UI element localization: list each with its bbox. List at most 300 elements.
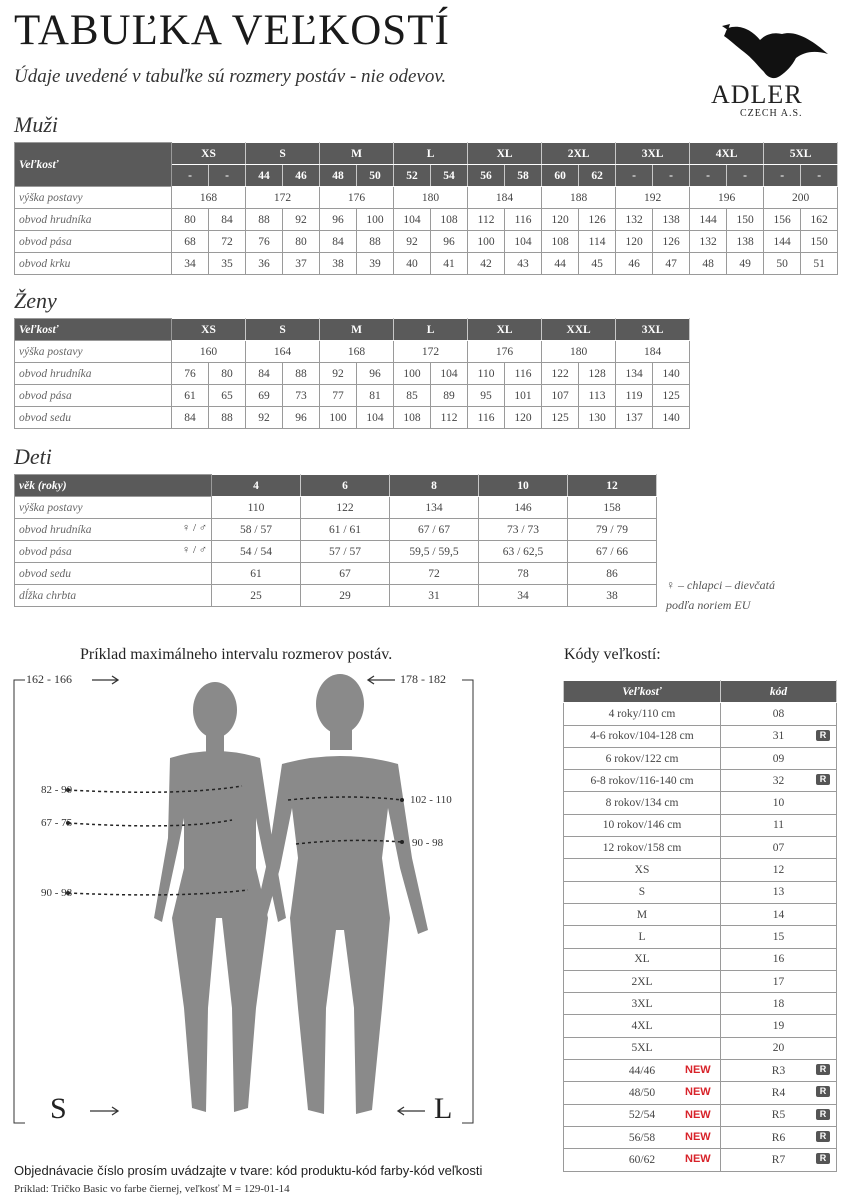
table-cell: 96 <box>431 231 468 253</box>
size-header: M <box>320 143 394 165</box>
new-badge: NEW <box>685 1086 711 1099</box>
row-label: obvod pása <box>15 385 172 407</box>
table-cell: 138 <box>727 231 764 253</box>
table-row <box>564 926 837 948</box>
table-cell: 107 <box>542 385 579 407</box>
figure-svg <box>10 668 485 1138</box>
code-text: 09 <box>772 752 785 765</box>
size-cell <box>564 770 721 792</box>
age-header: 8 <box>390 475 479 497</box>
table-cell: 119 <box>616 385 653 407</box>
table-cell: 108 <box>542 231 579 253</box>
table-cell: 114 <box>579 231 616 253</box>
table-row <box>564 1104 837 1126</box>
table-row <box>564 1015 837 1037</box>
size-header: XS <box>172 143 246 165</box>
code-cell <box>721 1060 837 1082</box>
table-cell: 162 <box>801 209 838 231</box>
code-cell <box>721 1082 837 1104</box>
table-row <box>15 407 690 429</box>
table-cell: 44 <box>542 253 579 275</box>
size-header: 2XL <box>542 143 616 165</box>
table-cell: 48 <box>690 253 727 275</box>
size-cell <box>564 703 721 725</box>
size-header: XXL <box>542 319 616 341</box>
table-cell: 110 <box>212 497 301 519</box>
table-cell: 134 <box>616 363 653 385</box>
table-cell: 104 <box>505 231 542 253</box>
table-cell: 100 <box>394 363 431 385</box>
r-fit-icon: R <box>816 1109 830 1120</box>
table-cell: 92 <box>283 209 320 231</box>
code-cell <box>721 814 837 836</box>
table-cell: 86 <box>568 563 657 585</box>
size-cell <box>564 859 721 881</box>
table-cell: 125 <box>653 385 690 407</box>
table-row <box>564 792 837 814</box>
table-cell: 59,5 / 59,5 <box>390 541 479 563</box>
code-text: 11 <box>772 819 785 832</box>
table-cell: 29 <box>301 585 390 607</box>
size-cell <box>564 725 721 747</box>
table-cell: 54 / 54 <box>212 541 301 563</box>
subsize-header: - <box>690 165 727 187</box>
subsize-header: 50 <box>357 165 394 187</box>
table-cell: 158 <box>568 497 657 519</box>
size-text: L <box>638 930 646 943</box>
table-row <box>564 1126 837 1148</box>
code-cell <box>721 725 837 747</box>
table-cell: 51 <box>801 253 838 275</box>
code-cell <box>721 993 837 1015</box>
table-row <box>564 903 837 925</box>
row-label <box>15 585 212 607</box>
legend-text: – chlapci – dievčatá <box>678 578 775 592</box>
table-cell: 88 <box>246 209 283 231</box>
size-text: S <box>638 886 646 899</box>
code-cell <box>721 1015 837 1037</box>
table-cell: 67 <box>301 563 390 585</box>
table-header-row <box>15 319 690 341</box>
table-cell: 130 <box>579 407 616 429</box>
table-row <box>564 1037 837 1059</box>
table-cell: 72 <box>390 563 479 585</box>
section-women-title: Ženy <box>14 288 57 313</box>
table-cell: 37 <box>283 253 320 275</box>
table-cell: 42 <box>468 253 505 275</box>
table-cell: 34 <box>479 585 568 607</box>
row-label: výška postavy <box>15 341 172 363</box>
table-cell: 80 <box>172 209 209 231</box>
r-fit-icon: R <box>816 1064 830 1075</box>
size-cell <box>564 970 721 992</box>
col-code-header: kód <box>721 681 837 703</box>
table-cell: 31 <box>390 585 479 607</box>
table-cell: 144 <box>690 209 727 231</box>
table-cell: 134 <box>390 497 479 519</box>
size-text: 10 rokov/146 cm <box>602 819 682 832</box>
subsize-header: - <box>653 165 690 187</box>
size-s-label: S <box>50 1092 67 1125</box>
row-label: obvod sedu <box>15 407 172 429</box>
table-cell: 73 / 73 <box>479 519 568 541</box>
code-cell <box>721 703 837 725</box>
code-cell <box>721 770 837 792</box>
size-header: 3XL <box>616 319 690 341</box>
row-label: obvod hrudníka <box>15 363 172 385</box>
table-cell: 101 <box>505 385 542 407</box>
row-label <box>15 519 212 541</box>
subsize-header: - <box>764 165 801 187</box>
code-cell <box>721 1037 837 1059</box>
table-cell: 35 <box>209 253 246 275</box>
table-row <box>564 948 837 970</box>
table-cell: 96 <box>320 209 357 231</box>
code-cell <box>721 859 837 881</box>
size-cell <box>564 792 721 814</box>
table-cell: 104 <box>431 363 468 385</box>
code-cell <box>721 1126 837 1148</box>
page-title: TABUĽKA VEĽKOSTÍ <box>14 7 450 54</box>
table-cell: 77 <box>320 385 357 407</box>
size-cell <box>564 1082 721 1104</box>
row-label: obvod krku <box>15 253 172 275</box>
table-row <box>564 970 837 992</box>
new-badge: NEW <box>685 1064 711 1077</box>
code-cell <box>721 792 837 814</box>
size-cell <box>564 903 721 925</box>
size-cell <box>564 1037 721 1059</box>
size-text: 12 rokov/158 cm <box>602 841 682 854</box>
size-cell <box>564 1149 721 1171</box>
table-cell: 45 <box>579 253 616 275</box>
table-cell: 76 <box>246 231 283 253</box>
code-text: 18 <box>772 997 785 1010</box>
table-cell: 67 / 67 <box>390 519 479 541</box>
code-text: 12 <box>772 864 785 877</box>
table-row <box>15 541 657 563</box>
table-row <box>15 209 838 231</box>
size-cell <box>564 814 721 836</box>
row-label: výška postavy <box>15 187 172 209</box>
code-text: R3 <box>771 1064 786 1077</box>
size-cell <box>564 1060 721 1082</box>
new-badge: NEW <box>685 1130 711 1143</box>
table-cell: 34 <box>172 253 209 275</box>
code-text: 17 <box>772 975 785 988</box>
table-cell: 76 <box>172 363 209 385</box>
size-text: 8 rokov/134 cm <box>605 797 679 810</box>
new-badge: NEW <box>685 1153 711 1166</box>
size-text: 6 rokov/122 cm <box>605 752 679 765</box>
table-row <box>564 1149 837 1171</box>
r-fit-icon: R <box>816 730 830 741</box>
table-cell: 41 <box>431 253 468 275</box>
table-cell: 61 <box>212 563 301 585</box>
row-label <box>15 497 212 519</box>
codes-title: Kódy veľkostí: <box>564 646 661 663</box>
code-cell <box>721 747 837 769</box>
r-fit-icon: R <box>816 1131 830 1142</box>
subsize-header: - <box>172 165 209 187</box>
size-header: 3XL <box>616 143 690 165</box>
table-cell: 184 <box>616 341 690 363</box>
table-cell: 61 / 61 <box>301 519 390 541</box>
table-cell: 84 <box>320 231 357 253</box>
subsize-header: 54 <box>431 165 468 187</box>
table-cell: 73 <box>283 385 320 407</box>
table-cell: 50 <box>764 253 801 275</box>
subsize-header: - <box>727 165 764 187</box>
table-cell: 126 <box>579 209 616 231</box>
table-row <box>15 519 657 541</box>
age-header: 4 <box>212 475 301 497</box>
size-header: S <box>246 143 320 165</box>
size-text: M <box>636 908 648 921</box>
size-l-label: L <box>434 1092 453 1125</box>
table-cell: 150 <box>727 209 764 231</box>
subsize-header: 48 <box>320 165 357 187</box>
age-header-label: věk (roky) <box>15 475 212 497</box>
row-label-text: obvod sedu <box>19 567 72 580</box>
table-row <box>15 231 838 253</box>
table-cell: 88 <box>209 407 246 429</box>
table-row <box>564 1060 837 1082</box>
table-cell: 172 <box>246 187 320 209</box>
table-row <box>564 993 837 1015</box>
code-cell <box>721 1104 837 1126</box>
table-cell: 47 <box>653 253 690 275</box>
size-text: 44/46 <box>628 1064 656 1077</box>
row-label: obvod hrudníka <box>15 209 172 231</box>
row-label-text: dĺžka chrbta <box>19 589 77 602</box>
table-header-row <box>15 143 838 165</box>
table-cell: 69 <box>246 385 283 407</box>
table-cell: 78 <box>479 563 568 585</box>
table-cell: 46 <box>616 253 653 275</box>
table-cell: 120 <box>505 407 542 429</box>
subsize-header: 60 <box>542 165 579 187</box>
table-row <box>15 563 657 585</box>
kids-size-table <box>14 474 657 607</box>
table-cell: 150 <box>801 231 838 253</box>
table-cell: 38 <box>320 253 357 275</box>
table-cell: 108 <box>431 209 468 231</box>
table-row <box>564 814 837 836</box>
table-cell: 146 <box>479 497 568 519</box>
table-cell: 144 <box>764 231 801 253</box>
table-row <box>564 747 837 769</box>
order-instructions: Objednávacie číslo prosím uvádzajte v tvare: kód produktu-kód farby-kód veľkosti <box>14 1163 483 1178</box>
code-text: R6 <box>771 1131 786 1144</box>
table-cell: 63 / 62,5 <box>479 541 568 563</box>
table-cell: 95 <box>468 385 505 407</box>
table-cell: 89 <box>431 385 468 407</box>
woman-waist-label: 67 - 75 <box>41 817 73 829</box>
code-cell <box>721 926 837 948</box>
boy-girl-icon: ♀ <box>666 578 675 592</box>
size-text: 56/58 <box>628 1131 656 1144</box>
table-cell: 168 <box>320 341 394 363</box>
table-cell: 85 <box>394 385 431 407</box>
code-text: 31 <box>772 730 785 743</box>
col-size-header: Veľkosť <box>564 681 721 703</box>
size-text: 4XL <box>631 1020 653 1033</box>
row-label-text: obvod hrudníka <box>19 523 92 536</box>
size-text: 6-8 rokov/116-140 cm <box>590 774 694 787</box>
table-row <box>15 497 657 519</box>
logo-subtitle: CZECH A.S. <box>740 108 803 119</box>
table-row <box>15 585 657 607</box>
size-header: S <box>246 319 320 341</box>
table-cell: 164 <box>246 341 320 363</box>
size-codes-table <box>563 680 837 1172</box>
table-cell: 140 <box>653 363 690 385</box>
table-header-row <box>564 681 837 703</box>
table-cell: 100 <box>320 407 357 429</box>
row-label <box>15 563 212 585</box>
size-header: XL <box>468 319 542 341</box>
table-row <box>564 770 837 792</box>
age-header: 10 <box>479 475 568 497</box>
size-cell <box>564 1104 721 1126</box>
table-cell: 84 <box>209 209 246 231</box>
size-text: XL <box>634 953 650 966</box>
table-cell: 184 <box>468 187 542 209</box>
code-text: R7 <box>771 1153 786 1166</box>
code-cell <box>721 903 837 925</box>
row-label-text: obvod pása <box>19 545 72 558</box>
code-text: R5 <box>771 1109 786 1122</box>
table-cell: 104 <box>357 407 394 429</box>
size-cell <box>564 948 721 970</box>
table-row <box>564 725 837 747</box>
table-header-row <box>15 475 657 497</box>
table-cell: 116 <box>468 407 505 429</box>
table-cell: 80 <box>209 363 246 385</box>
table-cell: 192 <box>616 187 690 209</box>
table-cell: 88 <box>283 363 320 385</box>
kids-legend-norm: podľa noriem EU <box>666 598 751 612</box>
kids-legend <box>666 578 775 593</box>
subsize-header: - <box>801 165 838 187</box>
table-cell: 200 <box>764 187 838 209</box>
code-text: R4 <box>771 1086 786 1099</box>
size-text: XS <box>634 864 650 877</box>
table-cell: 132 <box>690 231 727 253</box>
man-chest-label: 102 - 110 <box>410 794 452 806</box>
size-text: 4 roky/110 cm <box>608 707 676 720</box>
table-cell: 96 <box>283 407 320 429</box>
table-cell: 137 <box>616 407 653 429</box>
size-cell <box>564 993 721 1015</box>
size-text: 60/62 <box>628 1153 656 1166</box>
table-row <box>564 837 837 859</box>
size-cell <box>564 747 721 769</box>
age-header: 6 <box>301 475 390 497</box>
woman-chest-label: 82 - 90 <box>41 784 73 796</box>
section-kids-title: Deti <box>14 444 52 469</box>
logo-name: ADLER <box>711 80 803 109</box>
table-cell: 79 / 79 <box>568 519 657 541</box>
table-cell: 104 <box>394 209 431 231</box>
table-cell: 160 <box>172 341 246 363</box>
table-cell: 132 <box>616 209 653 231</box>
table-cell: 112 <box>468 209 505 231</box>
code-text: 10 <box>772 797 785 810</box>
size-text: 48/50 <box>628 1086 656 1099</box>
example-title: Príklad maximálneho intervalu rozmerov postáv. <box>80 646 393 663</box>
table-cell: 72 <box>209 231 246 253</box>
subsize-header: 62 <box>579 165 616 187</box>
r-fit-icon: R <box>816 774 830 785</box>
table-cell: 176 <box>468 341 542 363</box>
code-text: 32 <box>772 774 785 787</box>
table-cell: 168 <box>172 187 246 209</box>
table-row <box>564 859 837 881</box>
table-row <box>564 703 837 725</box>
size-text: 52/54 <box>628 1109 656 1122</box>
table-cell: 92 <box>320 363 357 385</box>
age-header: 12 <box>568 475 657 497</box>
size-header: L <box>394 319 468 341</box>
new-badge: NEW <box>685 1108 711 1121</box>
table-cell: 92 <box>394 231 431 253</box>
table-cell: 57 / 57 <box>301 541 390 563</box>
table-cell: 122 <box>301 497 390 519</box>
table-row <box>15 363 690 385</box>
table-cell: 36 <box>246 253 283 275</box>
man-waist-label: 90 - 98 <box>412 837 444 849</box>
table-row <box>564 1082 837 1104</box>
size-cell <box>564 926 721 948</box>
table-cell: 140 <box>653 407 690 429</box>
size-cell <box>564 1015 721 1037</box>
size-header: 5XL <box>764 143 838 165</box>
table-cell: 68 <box>172 231 209 253</box>
code-text: 15 <box>772 930 785 943</box>
code-cell <box>721 948 837 970</box>
size-header: 4XL <box>690 143 764 165</box>
size-header: L <box>394 143 468 165</box>
page-subtitle: Údaje uvedené v tabuľke sú rozmery postáv - nie odevov. <box>14 66 447 87</box>
code-text: 08 <box>772 707 785 720</box>
table-cell: 88 <box>357 231 394 253</box>
subsize-header: 58 <box>505 165 542 187</box>
table-cell: 172 <box>394 341 468 363</box>
size-header: XL <box>468 143 542 165</box>
table-cell: 92 <box>246 407 283 429</box>
table-cell: 176 <box>320 187 394 209</box>
table-cell: 25 <box>212 585 301 607</box>
table-cell: 112 <box>431 407 468 429</box>
table-cell: 108 <box>394 407 431 429</box>
code-text: 14 <box>772 908 785 921</box>
table-cell: 138 <box>653 209 690 231</box>
size-text: 3XL <box>631 997 653 1010</box>
code-text: 07 <box>772 841 785 854</box>
table-cell: 180 <box>394 187 468 209</box>
table-cell: 80 <box>283 231 320 253</box>
size-header-label: Veľkosť <box>15 319 172 341</box>
order-example: Príklad: Tričko Basic vo farbe čiernej, veľkosť M = 129-01-14 <box>14 1183 290 1195</box>
women-size-table <box>14 318 690 429</box>
table-cell: 110 <box>468 363 505 385</box>
height-left-label: 162 - 166 <box>26 672 72 686</box>
table-cell: 113 <box>579 385 616 407</box>
subsize-header: 52 <box>394 165 431 187</box>
code-cell <box>721 881 837 903</box>
